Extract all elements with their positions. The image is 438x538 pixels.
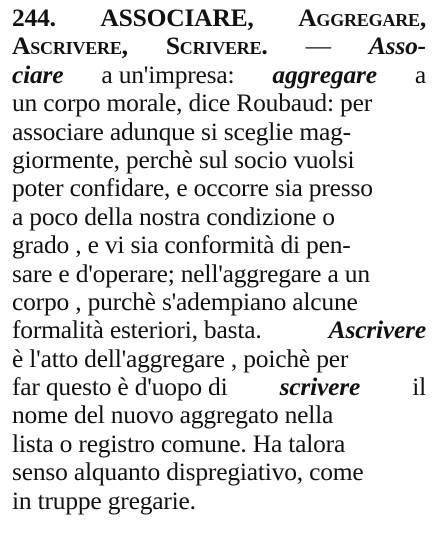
text-line-8: grado , e vi sia conformità di pen- <box>12 230 351 260</box>
entry-heading-line-2 <box>12 32 426 60</box>
line-2-italic: ciare <box>12 59 64 89</box>
headword-ascrivere: Ascrivere, <box>12 31 128 61</box>
text-line-13 <box>12 373 426 401</box>
text-line-4: associare adunque si sceglie mag- <box>12 116 351 146</box>
text-line-14: nome del nuovo aggregato nella <box>12 400 334 430</box>
text-line-3: un corpo morale, dice Roubaud: per <box>12 88 372 118</box>
text-line-9: sare e d'operare; nell'aggregare a un <box>12 258 370 288</box>
dictionary-entry <box>12 4 426 515</box>
text-line-2 <box>12 61 426 89</box>
entry-heading-line-1 <box>12 4 426 32</box>
line-2-text-a: a un'impresa: <box>101 59 235 89</box>
headword-aggregare: Aggregare, <box>298 3 426 32</box>
text-line-11 <box>12 316 426 344</box>
entry-dash: — <box>305 31 331 61</box>
text-line-6: poter confidare, e occorre sia presso <box>12 173 373 203</box>
text-line-15: lista o registro comune. Ha talora <box>12 428 346 458</box>
line-11-text: formalità esteriori, basta. <box>12 315 262 345</box>
text-line-17: in truppe gregarie. <box>12 485 196 515</box>
text-line-10: corpo , purchè s'adempiano alcune <box>12 286 358 316</box>
text-line-7: a poco della nostra condizione o <box>12 201 335 231</box>
line-13-text-a: far questo è d'uopo di <box>12 372 228 402</box>
headword-associare: ASSOCIARE, <box>100 3 254 32</box>
line-13-italic: scrivere <box>279 372 361 402</box>
entry-number: 244. <box>12 3 56 32</box>
line-1-italic: Asso- <box>368 31 426 61</box>
line-2-text-b: a <box>414 59 426 89</box>
headword-scrivere: Scrivere. <box>165 31 268 61</box>
line-11-italic: Ascrivere <box>328 315 426 345</box>
text-line-5: giormente, perchè sul socio vuolsi <box>12 144 355 174</box>
text-line-16: senso alquanto dispregiativo, come <box>12 457 364 487</box>
line-2-italic-2: aggregare <box>272 59 377 89</box>
line-13-text-b: il <box>412 372 426 402</box>
text-line-12: è l'atto dell'aggregare , poichè per <box>12 343 349 373</box>
